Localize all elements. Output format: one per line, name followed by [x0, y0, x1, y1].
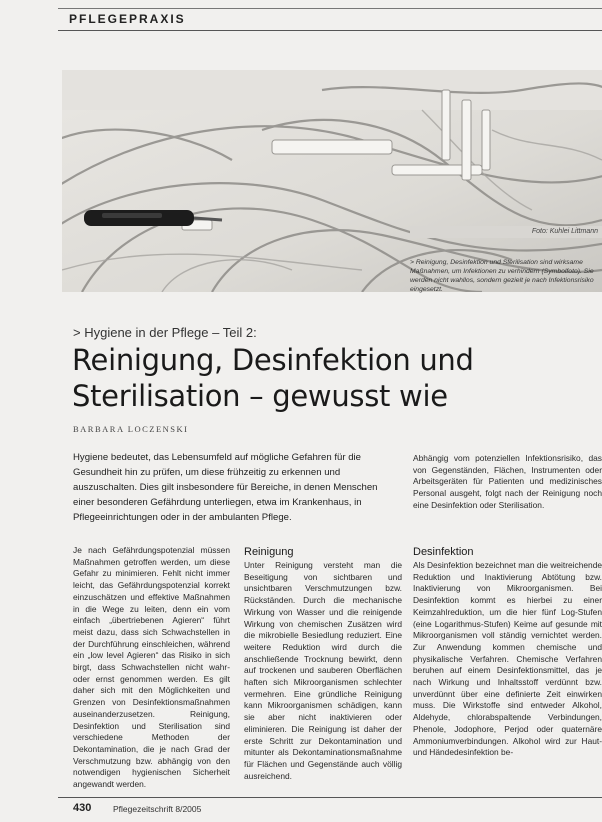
journal-name: Pflegezeitschrift 8/2005 — [113, 804, 202, 814]
desinfektion-text: Als Desinfektion bezeichnet man die weitreichende Reduktion und Inaktivierung Abtötung bzw. Inaktivierung von Mikroorganismen. Bei Desinfektion kommt es hierbei zu einer Keimzahlreduktion, um die hier fünf Log-Stufen (eine Logarithmus-Stufen) Keime auf gesunde mit Mikroorganismen voll ständig vernichtet werden. Zur Anwendung kommen chemische und physikalische Verfahren. Chemische Verfahren beruhen auf einem Desinfektionsmittel, das je nach Wirkung und Inhaltsstoff verdünnt bzw. unverdünnt über eine definierte Zeit einwirken muss. Die Wirkstoffe sind entweder Alkohol, Aldehyde, chlorabspaltende Verbindungen, Phenole, Jodophore, Perjod oder quaternäre Ammoniumverbindungen. Alkohol wird zur Haut- und Händedesinfektion be- — [413, 560, 602, 758]
top-rule — [58, 0, 602, 9]
subheading-reinigung: Reinigung — [244, 546, 294, 558]
body-column-3 — [413, 545, 602, 759]
footer-divider — [58, 797, 602, 798]
title-line-1: Reinigung, Desinfektion und — [72, 343, 474, 377]
author-name: BARBARA LOCZENSKI — [73, 424, 189, 434]
subheading-desinfektion: Desinfektion — [413, 546, 474, 558]
body-column-2 — [244, 545, 402, 782]
photo-caption: > Reinigung, Desinfektion und Sterilisation sind wirksame Maßnahmen, um Infektionen zu verhindern (Symbolfoto). Sie werden nicht wahllos, sondern gezielt je nach Infektionsrisiko eingesetzt. — [410, 259, 594, 293]
reinigung-text: Unter Reinigung versteht man die Beseitigung von sichtbaren und unsichtbaren Verschmutzungen bzw. Rückständen. Durch die mechanische Wirkung von Wasser und die reinigende Wirkung von chemischen Zusätzen wird die mikrobielle Besiedlung reduziert. Eine weitere Reduktion wird durch die anschließende Trocknung bewirkt, denn auf trockenen und sauberen Oberflächen haften sich Mikroorganismen schlechter vermehren. Eine gründliche Reinigung kann Mikroorganismen schädigen, kann sie aber nicht inaktivieren oder eliminieren. Die Reinigung ist daher der erste Schritt zur Dekontamination und mitunter als Dekontaminationsmaßnahme für Flächen und Gegenstände auch völlig ausreichend. — [244, 560, 402, 781]
intro-continuation: Abhängig vom potenziellen Infektionsrisiko, das von Gegenständen, Flächen, Instrumenten oder Arbeitsgeräten für Patienten und medizinisches Personal ausgeht, folgt nach der Reinigung noch eine Desinfektion oder Sterilisation. — [413, 453, 602, 510]
title-line-2: Sterilisation – gewusst wie — [72, 379, 448, 413]
header-divider — [58, 30, 602, 31]
photo-credit: Foto: Kuhlei Littmann — [410, 226, 602, 238]
lead-paragraph: Hygiene bedeutet, das Lebensumfeld auf mögliche Gefahren für die Gesundheit hin zu prüfen, um diese frühzeitig zu erkennen und auszuschalten. Dies gilt insbesondere für Bereiche, in denen Menschen einer besonderen Gefährdung unterliegen, etwa im Krankenhaus, in Pflegeeinrichtungen oder in der ambulanten Pflege. — [73, 452, 378, 523]
article-kicker: > Hygiene in der Pflege – Teil 2: — [73, 325, 257, 340]
article-title — [72, 342, 592, 414]
section-header: PFLEGEPRAXIS — [69, 12, 186, 26]
page-number: 430 — [73, 802, 92, 814]
body-column-1: Je nach Gefährdungspotenzial müssen Maßnahmen getroffen werden, um diese Gefahr zu minimieren. Fehlt nicht immer leicht, das Gefährdungspotenzial korrekt einzuschätzen und effektive Maßnahmen in die Wege zu leiten, denn ein vom einfach „übertriebenen Agieren“ führt meist dazu, dass sich Schwachstellen in der Durchführung einschleichen, während ein „low level Agieren“ das Risiko in sich birgt, dass Schwachstellen nicht wahr- oder ernst genommen werden. Es gilt daher sich mit den Möglichkeiten und Grenzen von Desinfektionsmaßnahmen auseinanderzusetzen. Reinigung, Desinfektion und Sterilisation sind verschiedene Methoden der Dekontamination, die je nach Grad der Verschmutzung bzw. abhängig von den notwendigen hygienischen Sicherheit angewandt werden. — [73, 545, 230, 790]
